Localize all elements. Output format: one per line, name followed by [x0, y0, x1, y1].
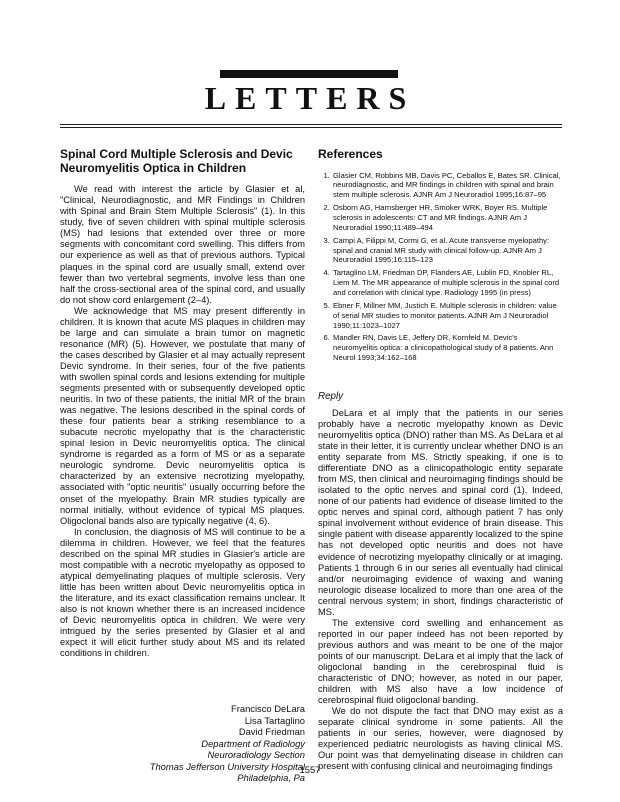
letter-paragraph: We acknowledge that MS may present differently in children. It is known that acute MS plaques in children may be large and can simulate a brain tumor on magnetic resonance (MR) (5). However, we postulate that many of the cases described by Glasier et al may actually represent Devic syndrome. In their series, four of the five patients with swollen spinal cords and lesions extending for multiple segments presented with or subsequently developed optic neuritis. In two of these patients, the initial MR of the brain was negative. The lesions described in the spinal cords of these four patients bear a striking resemblance to a subacute necrotic myelopathy that is the characteristic spinal lesion in Devic neuromyelitis optica. The clinical syndrome is regarded as a form of MS or as a separate neurologic syndrome. Devic neuromyelitis optica is characterized by an extensive necrotizing myelopathy, associated with "optic neuritis" usually occurring before the onset of the myelopathy. Brain MR studies typically are normal initially, without evidence of typical MS plaques. Oligoclonal bands also are typically negative (4, 6). [60, 305, 305, 526]
affiliation-line: Philadelphia, Pa [237, 772, 305, 784]
header-rule [60, 124, 562, 125]
header-bar [220, 70, 398, 78]
references-list [318, 171, 563, 363]
letter-title: Spinal Cord Multiple Sclerosis and Devic Neuromyelitis Optica in Children [60, 147, 293, 175]
reply-heading: Reply [318, 390, 344, 402]
page-number: 1557 [299, 764, 321, 775]
header-rule-secondary [60, 127, 562, 128]
reply-paragraph: The extensive cord swelling and enhancement as reported in our paper indeed has not been reported by previous authors and was meant to be one of the major points of our manuscript. DeLara et al imply that the lack of oligoclonal banding in the cerebrospinal fluid is characteristic of DNO; however, as noted in our paper, children with MS also have a low incidence of cerebrospinal fluid oligoclonal banding. [318, 617, 563, 706]
reference-item: 6. Mandler RN, Davis LE, Jeffery DR, Kornfeld M. Devic's neuromyelitis optica: a clinicopathological study of 8 patients. Ann Neurol 1993;34:162–168 [332, 333, 563, 362]
references-heading: References [318, 147, 383, 161]
author-name: David Friedman [238, 726, 305, 738]
reference-item: 3. Campi A, Filippi M, Cormi G, et al. Acute transverse myelopathy: spinal and cranial MR study with clinical follow-up. AJNR Am J Neuroradiol 1995;16:115–123 [332, 236, 563, 265]
reference-item: 5. Ebner F, Millner MM, Justich E. Multiple sclerosis in children: value of serial MR studies to monitor patients. AJNR Am J Neuroradiol 1990;11:1023–1027 [332, 301, 563, 330]
right-column [318, 148, 563, 772]
author-name: Francisco DeLara [231, 703, 305, 715]
reference-item: 2. Osborn AG, Harnsberger HR, Smoker WRK, Boyer RS. Multiple sclerosis in adolescents: CT and MR findings. AJNR Am J Neuroradiol 1990;11:489–494 [332, 203, 563, 232]
author-name: Lisa Tartaglino [244, 714, 305, 726]
letter-paragraph: In conclusion, the diagnosis of MS will continue to be a dilemma in children. However, we feel that the features described on the spinal MR studies in Glasier's article are most compatible with a necrotic myelopathy as opposed to atypical demyelinating plaques of multiple sclerosis. Very little has been written about Devic neuromyelitis optica in the literature, and its exact classification remains unclear. It also is not known whether there is an increased incidence of Devic neuromyelitis optica in children. We were very intrigued by the series presented by Glasier et al and expect it will elicit further study about MS and its related conditions in children. [60, 526, 305, 659]
affiliation-line: Neuroradiology Section [207, 749, 305, 761]
letter-paragraph: We read with interest the article by Glasier et al, "Clinical, Neurodiagnostic, and MR Findings in Children with Spinal and Brain Stem Multiple Sclerosis" (1). In this study, five of seven children with spinal multiple sclerosis (MS) had lesions that extended over three or more segments with concomitant cord swelling. This differs from our experience as well as that of previous authors. Typical plaques in the spinal cord are usually small, extend over fewer than two vertebral segments, involve less than one half the cross-sectional area of the spinal cord, and usually do not show cord enlargement (2–4). [60, 184, 305, 305]
affiliation-line: Thomas Jefferson University Hospital [149, 760, 305, 772]
section-heading: LETTERS [204, 80, 416, 116]
reference-item: 4. Tartaglino LM, Friedman DP, Flanders AE, Lublin FD, Knobler RL, Liem M. The MR appearance of multiple sclerosis in the spinal cord and correlation with clinical type. Radiology 1995 (in press) [332, 268, 563, 297]
reference-item: 1. Glasier CM, Robbins MB, Davis PC, Ceballos E, Bates SR. Clinical, neurodiagnostic, and MR findings in children with spinal and brain stem multiple sclerosis. AJNR Am J Neuroradiol 1995;16:87–95 [332, 171, 563, 200]
reply-paragraph: DeLara et al imply that the patients in our series probably have a necrotic myelopathy known as Devic neuromyelitis optica (DNO) rather than MS. As DeLara et al state in their letter, it is currently unclear whether DNO is an entity separate from MS. Strictly speaking, if one is to differentiate DNO as a clinicopathologic entity separate from MS, then clinical and neuroimaging findings should be isolated to the optic nerves and spinal cord (1). Indeed, none of our patients had evidence of disease limited to the optic nerves and spinal cord, although patient 7 has only spinal involvement without evidence of brain disease. This single patient with disease apparently localized to the spine has not developed optic neuritis and does not have evidence of necrotizing myelopathy clinically or at imaging. Patients 1 through 6 in our series all eventually had clinical and/or neuroimaging evidence of waxing and waning neurologic disease localized to more than one area of the central nervous system; in short, findings characteristic of MS. [318, 407, 563, 617]
reply-paragraph: We do not dispute the fact that DNO may exist as a separate clinical syndrome in some patients. All the patients in our series, however, were diagnosed by experienced pediatric neurologists as having clinical MS. Our point was that demyelinating disease in children can present with confusing clinical and neuroimaging findings [318, 706, 563, 772]
affiliation-line: Department of Radiology [201, 737, 305, 749]
left-column [60, 148, 305, 784]
